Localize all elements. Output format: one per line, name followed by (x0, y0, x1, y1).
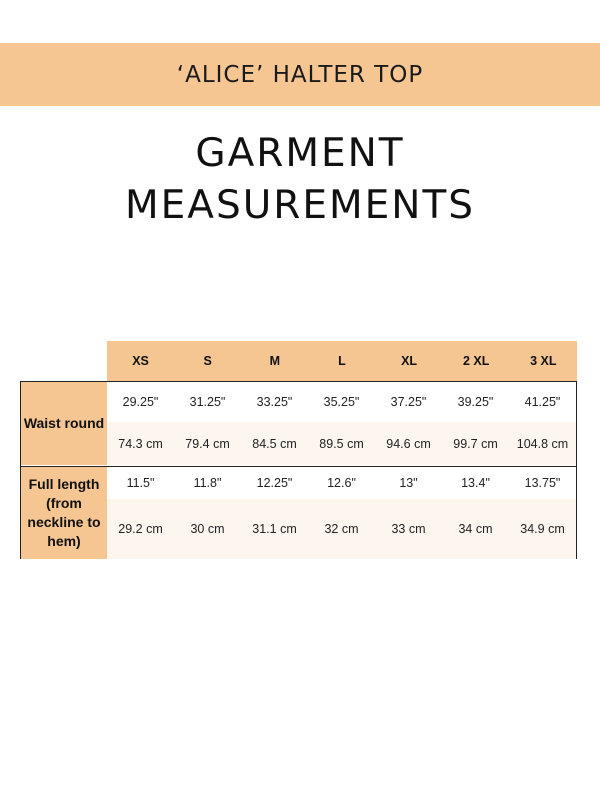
size-header-2xl: 2 XL (462, 354, 490, 368)
table-cell: 11.8" (193, 476, 222, 490)
table-cell: 94.6 cm (386, 436, 431, 451)
table-cell: 13" (399, 476, 418, 490)
waist-cm-row (107, 422, 576, 465)
table-cell: 33.25" (256, 395, 293, 409)
product-name: ‘ALICE’ HALTER TOP (176, 61, 424, 88)
table-cell: 31.1 cm (252, 522, 297, 536)
title-banner (0, 43, 600, 106)
table-cell: 104.8 cm (516, 436, 569, 451)
table-cell: 99.7 cm (453, 436, 498, 451)
size-header-xl: XL (401, 354, 418, 368)
page-title-line-2: MEASUREMENTS (124, 183, 476, 228)
table-cell: 84.5 cm (252, 436, 297, 451)
table-cell: 39.25" (457, 395, 494, 409)
table-cell: 30 cm (190, 522, 225, 536)
size-header-xs: XS (132, 354, 149, 368)
table-cell: 29.2 cm (118, 522, 163, 536)
waist-round-row-group (21, 382, 576, 465)
page-title-line-1: GARMENT (195, 131, 405, 176)
table-cell: 37.25" (390, 395, 427, 409)
length-cm-row (107, 499, 576, 559)
table-cell: 34 cm (458, 522, 493, 536)
table-cell: 12.25" (256, 476, 293, 490)
table-cell: 32 cm (324, 522, 359, 536)
page-title (0, 128, 600, 232)
table-cell: 13.4" (461, 476, 490, 490)
table-cell: 79.4 cm (185, 436, 230, 451)
size-header-l: L (338, 354, 346, 368)
table-cell: 13.75" (524, 476, 561, 490)
table-cell: 89.5 cm (319, 436, 364, 451)
table-cell: 33 cm (391, 522, 426, 536)
full-length-row-group (21, 466, 576, 559)
table-cell: 11.5" (126, 476, 155, 490)
table-cell: 34.9 cm (520, 522, 565, 536)
row-label-waist-round: Waist round (21, 382, 107, 465)
table-cell: 35.25" (323, 395, 360, 409)
size-header-row (107, 341, 577, 381)
table-body (20, 381, 577, 559)
size-header-3xl: 3 XL (530, 354, 557, 368)
table-cell: 29.25" (122, 395, 159, 409)
table-cell: 31.25" (189, 395, 226, 409)
waist-inches-row (107, 382, 576, 422)
table-cell: 41.25" (524, 395, 561, 409)
table-cell: 74.3 cm (118, 436, 163, 451)
table-cell: 12.6" (327, 476, 356, 490)
size-header-m: M (269, 354, 281, 368)
size-header-s: S (203, 354, 212, 368)
length-inches-row (107, 467, 576, 499)
row-label-full-length: Full length (from neckline to hem) (21, 467, 107, 559)
